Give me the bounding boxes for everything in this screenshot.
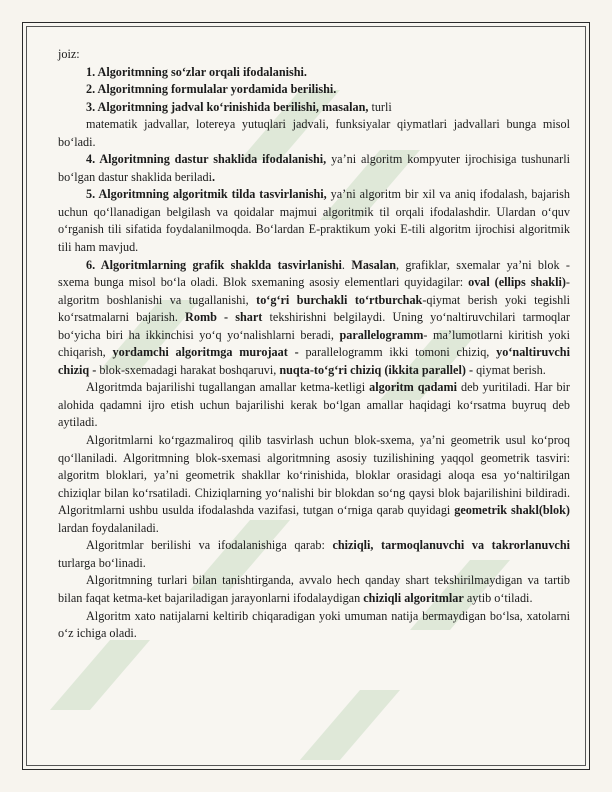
p6-text-5: tekshirishni belgilaydi. Uning yo‘naltiruvchilari tarmoqlar bo‘yicha biri ha ikkinchisi yo‘q yo‘nalishlarni beradi,: [58, 310, 570, 342]
list-item-5-title: 5. Algoritmning algoritmik tilda tasvirlanishi,: [86, 187, 327, 202]
list-item-3: [58, 99, 570, 117]
p7-bold: algoritm qadami: [369, 380, 458, 395]
paragraph-intro: joiz:: [58, 47, 80, 61]
paragraph-linear-algorithms: [58, 572, 570, 607]
paragraph-algorithm-types: [58, 537, 570, 572]
p6-text-9: qiymat berish.: [473, 362, 546, 377]
list-item-1: [58, 64, 570, 82]
list-item-1-text: 1. Algoritmning so‘zlar orqali ifodalanishi.: [86, 64, 307, 79]
p7-text-2: deb yuritiladi. Har bir alohida qadamni ijro etish uchun bajarilishi kerak bo‘lgan amallar haqidagi ko‘rsatma buyruq deb aytiladi.: [58, 380, 570, 430]
list-item-4-text: ya’ni algoritm kompyuter ijrochisiga tushunarli bo‘lgan dastur shaklida beriladi: [58, 152, 570, 184]
list-item-2: [58, 81, 570, 99]
list-item-4: [58, 151, 570, 186]
p9-bold: chiziqli, tarmoqlanuvchi va takrorlanuvchi: [332, 538, 570, 553]
p6-bold-6: parallelogramm: [339, 327, 424, 342]
document-body: [58, 46, 570, 643]
p6-bold-5: Romb - shart: [185, 310, 263, 325]
p6-text-6: - ma’lumotlarni kiritish yoki chiqarish,: [58, 327, 571, 360]
p9-text-1: Algoritmlar berilishi va ifodalanishiga qarab:: [86, 538, 333, 553]
p6-bold-3: oval (ellips shakli): [468, 275, 566, 290]
p6-bold-2: Masalan: [351, 257, 397, 272]
list-item-2-text: 2. Algoritmning formulalar yordamida berilishi.: [86, 82, 337, 97]
paragraph-block-scheme: [58, 432, 570, 537]
p6-text-8: blok-sxemadagi harakat boshqaruvi,: [96, 362, 280, 377]
list-item-6-title: 6. Algoritmlarning grafik shaklda tasvirlanishi: [86, 257, 342, 272]
list-item-5-text: ya’ni algoritm bir xil va aniq ifodalash, bajarish uchun qo‘llanadigan belgilash va qoidalar majmui algoritmik til orqali ifodalashdir. Ulardan o‘quv o‘rganish tili sifatida foydalanilmoqda. Bo‘lardan E-praktikum yoki E-tili algoritm ijrochisi algoritmik tili ham mavjud.: [58, 187, 570, 255]
list-item-6: [58, 257, 570, 380]
p6-text-3: -algoritm boshlanishi va tugallanishi,: [58, 275, 570, 307]
p8-bold: geometrik shakl(blok): [454, 503, 570, 518]
p6-text-2: , grafiklar, sxemalar ya’ni blok - sxema bunga misol bo‘la oladi. Blok sxemaning asosiy elementlari quyidagilar:: [58, 257, 570, 290]
p6-text-1: .: [341, 257, 352, 272]
p7-text-1: Algoritmda bajarilishi tugallangan amallar ketma-ketligi: [86, 380, 370, 395]
p8-text-2: lardan foydalaniladi.: [58, 520, 159, 535]
list-item-3-continuation: matematik jadvallar, lotereya yutuqlari jadvali, funksiyalar qiymatlari jadvallari bunga misol bo‘ladi.: [58, 117, 570, 149]
paragraph-errors: Algoritm xato natijalarni keltirib chiqaradigan yoki umuman natija bermaydigan bo‘lsa, xatolarni o‘z ichiga oladi.: [58, 608, 570, 641]
p8-text-1: Algoritmlarni ko‘rgazmaliroq qilib tasvirlash uchun blok-sxema, ya’ni geometrik usul ko‘proq qo‘llaniladi. Algoritmning blok-sxemasi algoritmning asosiy tuzilishining yaqqol geometrik tasviri: algoritm bloklari, ya’ni geometrik shakllar ko‘rinishida, bloklar orasidagi aloqa esa yo‘naltirilgan chiziqlar bilan ko‘rsatiladi. Chiziqlarning yo‘nalishi bir blokdan so‘ng qaysi blok bajarilishini bildiradi. Algoritmlarni ushbu usulda ifodalashda vazifasi, tutgan o‘rniga qarab quyidagi: [58, 433, 570, 518]
paragraph-algorithm-step: [58, 379, 570, 432]
p6-bold-4: to‘g‘ri burchakli to‘rtburchak: [256, 292, 423, 307]
list-item-3-text: turli: [368, 99, 392, 114]
p6-text-4: -qiymat berish yoki tegishli ko‘rsatmalarni bajarish.: [58, 292, 571, 325]
p6-text-7: parallelogramm ikki tomoni chiziq,: [298, 345, 497, 360]
p10-text-2: aytib o‘tiladi.: [463, 590, 533, 605]
list-item-4-title: 4. Algoritmning dastur shaklida ifodalanishi,: [86, 152, 327, 167]
p6-bold-7: yordamchi algoritmga murojaat -: [112, 345, 299, 360]
p10-bold: chiziqli algoritmlar: [363, 590, 464, 605]
p6-bold-8: yo‘naltiruvchi chiziq -: [58, 345, 570, 377]
p10-text-1: Algoritmning turlari bilan tanishtirganda, avvalo hech qanday shart tekshirilmaydigan va tartib bilan faqat ketma-ket bajariladigan jarayonlarni ifodalaydigan: [58, 573, 570, 605]
list-item-5: [58, 186, 570, 256]
list-item-4-end: .: [212, 169, 216, 184]
list-item-3-title: 3. Algoritmning jadval ko‘rinishida berilishi, masalan,: [86, 99, 369, 114]
p9-text-2: turlarga bo‘linadi.: [58, 555, 146, 570]
p6-bold-9: nuqta-to‘g‘ri chiziq (ikkita parallel) -: [279, 362, 474, 377]
